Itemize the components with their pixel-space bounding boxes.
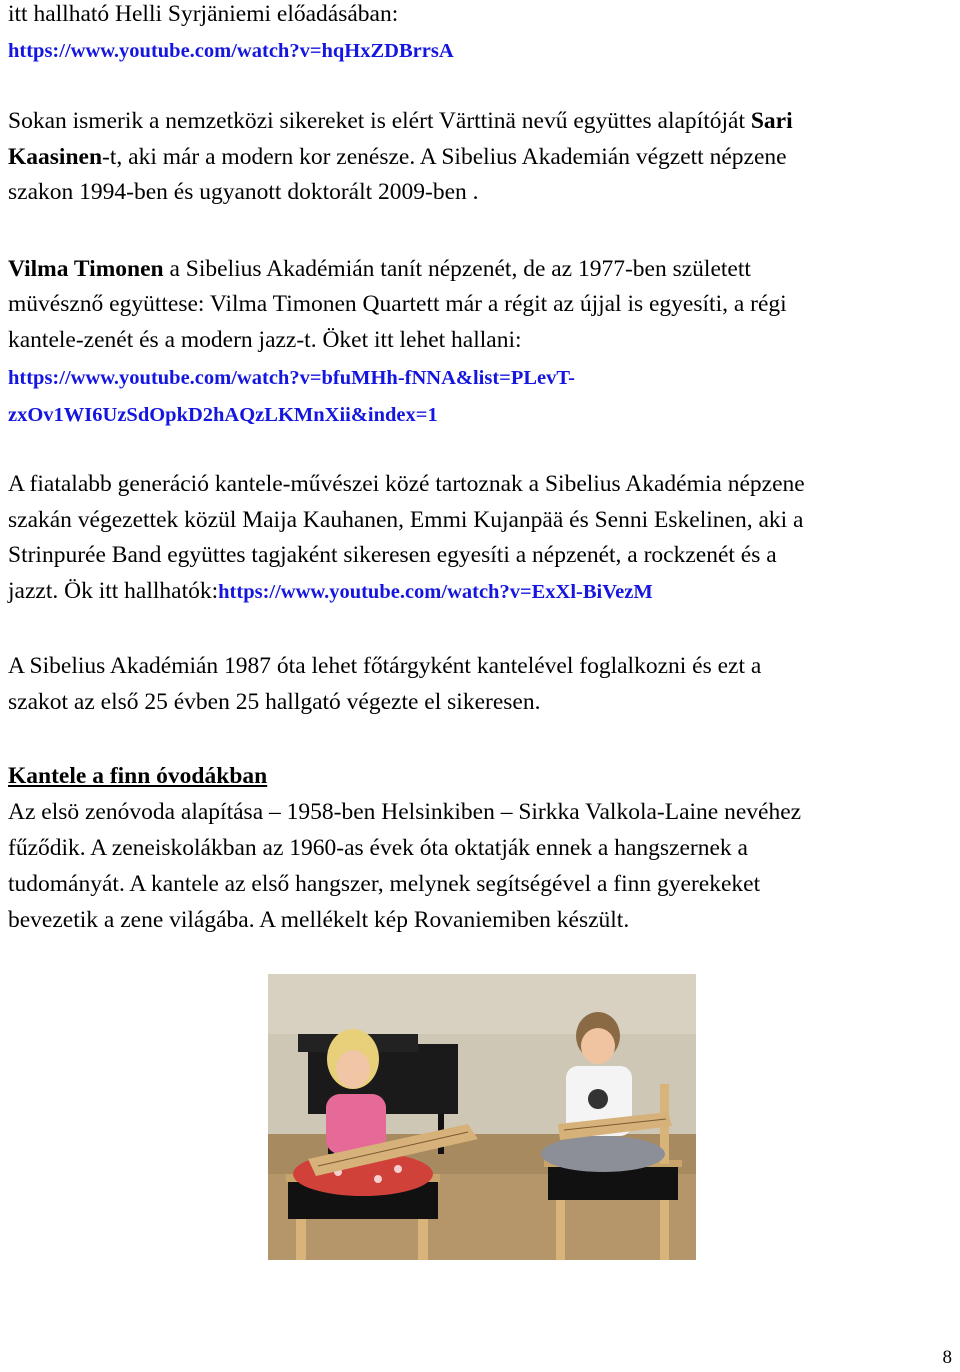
name-bold: Sari (750, 108, 793, 134)
text: müvésznő együttese: Vilma Timonen Quartett már a régit az újjal is egyesíti, a régi (8, 291, 787, 317)
text: A fiatalabb generáció kantele-művészei közé tartoznak a Sibelius Akadémia népzene (8, 471, 805, 497)
text: Strinpurée Band együttes tagjaként sikeresen egyesíti a népzenét, a rockzenét és a (8, 542, 777, 568)
text: a Sibelius Akadémián tanít népzenét, de az 1977-ben született (163, 256, 751, 282)
text: Az elsö zenóvoda alapítása – 1958-ben Helsinkiben – Sirkka Valkola-Laine nevéhez (8, 799, 802, 825)
page-number: 8 (942, 1347, 952, 1368)
paragraph-line (8, 469, 805, 499)
text: A Sibelius Akadémián 1987 óta lehet főtárgyként kantelével foglalkozni és ezt a (8, 653, 762, 679)
text: Sokan ismerik a nemzetközi sikereket is elért Värttinä nevű együttes alapítóját (8, 108, 751, 134)
paragraph-line (8, 905, 629, 935)
text: szakán végezettek közül Maija Kauhanen, Emmi Kujanpää és Senni Eskelinen, aki a (8, 507, 804, 533)
text: jazzt. Ök itt hallhatók: (8, 578, 219, 604)
text: bevezetik a zene világába. A mellékelt kép Rovaniemiben készült. (8, 907, 630, 933)
name-bold: Kaasinen (8, 144, 103, 170)
section-heading (8, 761, 267, 791)
text: kantele-zenét és a modern jazz-t. Öket itt lehet hallani: (8, 327, 522, 353)
paragraph-line (8, 142, 787, 172)
text: -t, aki már a modern kor zenésze. A Sibelius Akademián végzett népzene (102, 144, 787, 170)
text: szakon 1994-ben és ugyanott doktorált 2009-ben . (8, 179, 479, 205)
text: itt hallható Helli Syrjäniemi előadásában: (8, 1, 399, 27)
paragraph-line (8, 106, 793, 136)
children-kantele-photo (268, 974, 696, 1260)
youtube-link[interactable]: https://www.youtube.com/watch?v=ExXl-BiVezM (218, 581, 653, 603)
link-line[interactable] (8, 35, 454, 66)
text: tudományát. A kantele az első hangszer, melynek segítségével a finn gyerekeket (8, 871, 761, 897)
text: fűződik. A zeneiskolákban az 1960-as évek óta oktatják ennek a hangszernek a (8, 835, 748, 861)
paragraph-line (8, 177, 479, 207)
youtube-link-part2[interactable]: zxOv1WI6UzSdOpkD2hAQzLKMnXii&index=1 (8, 404, 438, 426)
youtube-link-part1[interactable]: https://www.youtube.com/watch?v=bfuMHh-fNNA&list=PLevT- (8, 367, 576, 389)
name-bold: Vilma Timonen (8, 256, 164, 282)
link-line[interactable] (8, 399, 438, 430)
paragraph-line (8, 833, 748, 863)
link-line[interactable] (8, 362, 575, 393)
paragraph-line (8, 325, 522, 355)
text: szakot az első 25 évben 25 hallgató végezte el sikeresen. (8, 689, 541, 715)
youtube-link[interactable]: https://www.youtube.com/watch?v=hqHxZDBrrsA (8, 40, 454, 62)
paragraph-line (8, 505, 803, 535)
paragraph-line (8, 289, 787, 319)
paragraph-line (8, 254, 751, 284)
paragraph-line (8, 540, 777, 570)
paragraph-line (8, 576, 653, 607)
heading-text: Kantele a finn óvodákban (8, 763, 268, 789)
paragraph-line (8, 651, 761, 681)
paragraph-line (8, 869, 760, 899)
photo-illustration (268, 974, 696, 1260)
paragraph-line (8, 0, 398, 29)
paragraph-line (8, 687, 540, 717)
paragraph-line (8, 797, 801, 827)
